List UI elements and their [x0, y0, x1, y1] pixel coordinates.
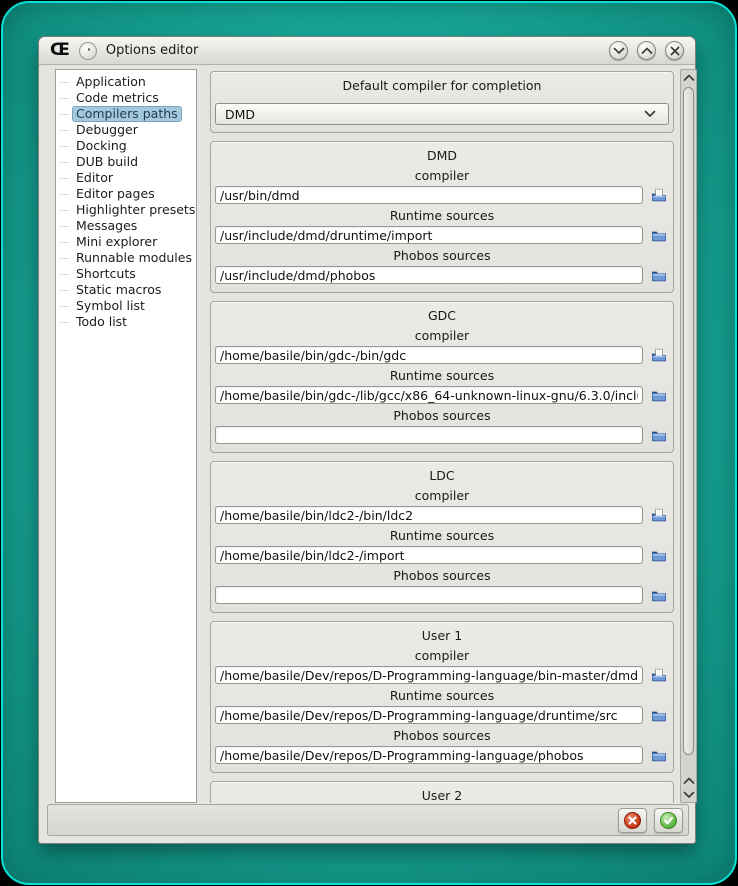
folder-icon: [651, 228, 667, 242]
maximize-button[interactable]: [637, 41, 656, 60]
sidebar-item-code-metrics[interactable]: Code metrics: [56, 90, 196, 106]
gdc-phobos-sources-browse-button[interactable]: [649, 426, 669, 444]
category-list: [55, 69, 197, 803]
options-editor-window: [38, 36, 696, 844]
compiler-group-user2: [210, 781, 674, 803]
field-label: compiler: [414, 328, 470, 343]
settings-scroll-area: [206, 69, 698, 803]
splitter[interactable]: [197, 69, 206, 803]
dmd-runtime-sources-browse-button[interactable]: [649, 226, 669, 244]
tree-branch-icon: [60, 210, 69, 211]
tree-branch-icon: [60, 290, 69, 291]
chevron-down-icon: [641, 105, 659, 123]
tree-branch-icon: [60, 178, 69, 179]
tree-branch-icon: [60, 242, 69, 243]
open-file-icon: [651, 348, 667, 362]
user1-runtime-sources-input[interactable]: [215, 706, 643, 724]
scrollbar-down-button[interactable]: [681, 787, 696, 802]
ldc-runtime-sources-input[interactable]: [215, 546, 643, 564]
default-compiler-group: [210, 71, 674, 133]
folder-icon: [651, 548, 667, 562]
field-label: Phobos sources: [393, 408, 491, 423]
group-title: Default compiler for completion: [342, 78, 542, 93]
field-label: Phobos sources: [393, 248, 491, 263]
folder-icon: [651, 428, 667, 442]
group-title: User 1: [421, 628, 463, 643]
folder-icon: [651, 268, 667, 282]
folder-icon: [651, 388, 667, 402]
chevron-up-icon: [682, 71, 696, 85]
field-label: Phobos sources: [393, 728, 491, 743]
ldc-compiler-input[interactable]: [215, 506, 643, 524]
compiler-group-ldc: [210, 461, 674, 613]
button-bar: [47, 804, 689, 836]
field-label: Runtime sources: [389, 368, 495, 383]
sidebar-item-mini-explorer[interactable]: Mini explorer: [56, 234, 196, 250]
ldc-phobos-sources-browse-button[interactable]: [649, 586, 669, 604]
folder-icon: [651, 708, 667, 722]
tree-branch-icon: [60, 194, 69, 195]
user1-compiler-browse-button[interactable]: [649, 666, 669, 684]
gdc-compiler-input[interactable]: [215, 346, 643, 364]
tree-branch-icon: [60, 82, 69, 83]
tree-branch-icon: [60, 322, 69, 323]
folder-icon: [651, 748, 667, 762]
dmd-phobos-sources-browse-button[interactable]: [649, 266, 669, 284]
sidebar-item-shortcuts[interactable]: Shortcuts: [56, 266, 196, 282]
window-controls: [609, 41, 684, 60]
ldc-phobos-sources-input[interactable]: [215, 586, 643, 604]
tree-branch-icon: [60, 114, 69, 115]
field-label: compiler: [414, 648, 470, 663]
sidebar-item-editor[interactable]: Editor: [56, 170, 196, 186]
ok-check-icon: [660, 812, 677, 829]
dmd-phobos-sources-input[interactable]: [215, 266, 643, 284]
sidebar-item-symbol-list[interactable]: Symbol list: [56, 298, 196, 314]
open-file-icon: [651, 668, 667, 682]
dmd-compiler-input[interactable]: [215, 186, 643, 204]
close-button[interactable]: [665, 41, 684, 60]
selected-compiler-value: DMD: [225, 106, 256, 122]
tree-branch-icon: [60, 258, 69, 259]
user1-runtime-sources-browse-button[interactable]: [649, 706, 669, 724]
gdc-compiler-browse-button[interactable]: [649, 346, 669, 364]
default-compiler-select[interactable]: [215, 103, 669, 125]
field-label: Phobos sources: [393, 568, 491, 583]
compiler-group-gdc: [210, 301, 674, 453]
minimize-button[interactable]: [609, 41, 628, 60]
dmd-compiler-browse-button[interactable]: [649, 186, 669, 204]
sidebar-item-static-macros[interactable]: Static macros: [56, 282, 196, 298]
sidebar-item-messages[interactable]: Messages: [56, 218, 196, 234]
tree-branch-icon: [60, 146, 69, 147]
dmd-runtime-sources-input[interactable]: [215, 226, 643, 244]
group-title: LDC: [429, 468, 455, 483]
open-file-icon: [651, 508, 667, 522]
tree-branch-icon: [60, 162, 69, 163]
user1-phobos-sources-browse-button[interactable]: [649, 746, 669, 764]
tree-branch-icon: [60, 226, 69, 227]
field-label: Runtime sources: [389, 528, 495, 543]
group-title: GDC: [427, 308, 457, 323]
coedit-logo-icon: Œ: [50, 40, 70, 60]
tree-branch-icon: [60, 274, 69, 275]
sidebar-item-debugger[interactable]: Debugger: [56, 122, 196, 138]
window-title: Options editor: [105, 43, 199, 58]
scrollbar-up-button[interactable]: [681, 70, 696, 85]
chevron-up-icon: [638, 42, 655, 60]
user1-compiler-input[interactable]: [215, 666, 643, 684]
gdc-phobos-sources-input[interactable]: [215, 426, 643, 444]
chevron-up-icon: [682, 774, 696, 788]
field-label: compiler: [414, 168, 470, 183]
user1-phobos-sources-input[interactable]: [215, 746, 643, 764]
sidebar-item-highlighter-presets[interactable]: Highlighter presets: [56, 202, 196, 218]
compiler-group-user1: [210, 621, 674, 773]
open-file-icon: [651, 188, 667, 202]
scrollbar-up-button-bottom[interactable]: [681, 773, 696, 788]
sidebar-item-dub-build[interactable]: DUB build: [56, 154, 196, 170]
tree-branch-icon: [60, 306, 69, 307]
field-label: Runtime sources: [389, 208, 495, 223]
field-label: Runtime sources: [389, 688, 495, 703]
group-title: User 2: [421, 788, 463, 803]
scrollbar-thumb[interactable]: [683, 87, 694, 755]
gdc-runtime-sources-input[interactable]: [215, 386, 643, 404]
sidebar-item-runnable-modules[interactable]: Runnable modules: [56, 250, 196, 266]
folder-icon: [651, 588, 667, 602]
sidebar-item-compilers-paths[interactable]: Compilers paths: [56, 106, 196, 122]
titlebar[interactable]: [39, 37, 695, 65]
ldc-compiler-browse-button[interactable]: [649, 506, 669, 524]
group-title: DMD: [426, 148, 458, 163]
ok-button[interactable]: [654, 808, 683, 833]
compiler-group-dmd: [210, 141, 674, 293]
tree-branch-icon: [60, 98, 69, 99]
sidebar-item-editor-pages[interactable]: Editor pages: [56, 186, 196, 202]
cancel-button[interactable]: [618, 808, 647, 833]
chevron-down-icon: [610, 42, 627, 60]
sidebar-item-application[interactable]: Application: [56, 74, 196, 90]
vertical-scrollbar[interactable]: [680, 69, 697, 803]
gdc-runtime-sources-browse-button[interactable]: [649, 386, 669, 404]
sidebar-item-docking[interactable]: Docking: [56, 138, 196, 154]
settings-content: [210, 71, 674, 803]
ldc-runtime-sources-browse-button[interactable]: [649, 546, 669, 564]
window-menu-button[interactable]: [79, 42, 97, 60]
close-icon: [666, 42, 683, 60]
field-label: compiler: [414, 488, 470, 503]
sidebar-item-todo-list[interactable]: Todo list: [56, 314, 196, 330]
chevron-down-icon: [682, 788, 696, 802]
tree-branch-icon: [60, 130, 69, 131]
cancel-x-icon: [624, 812, 641, 829]
